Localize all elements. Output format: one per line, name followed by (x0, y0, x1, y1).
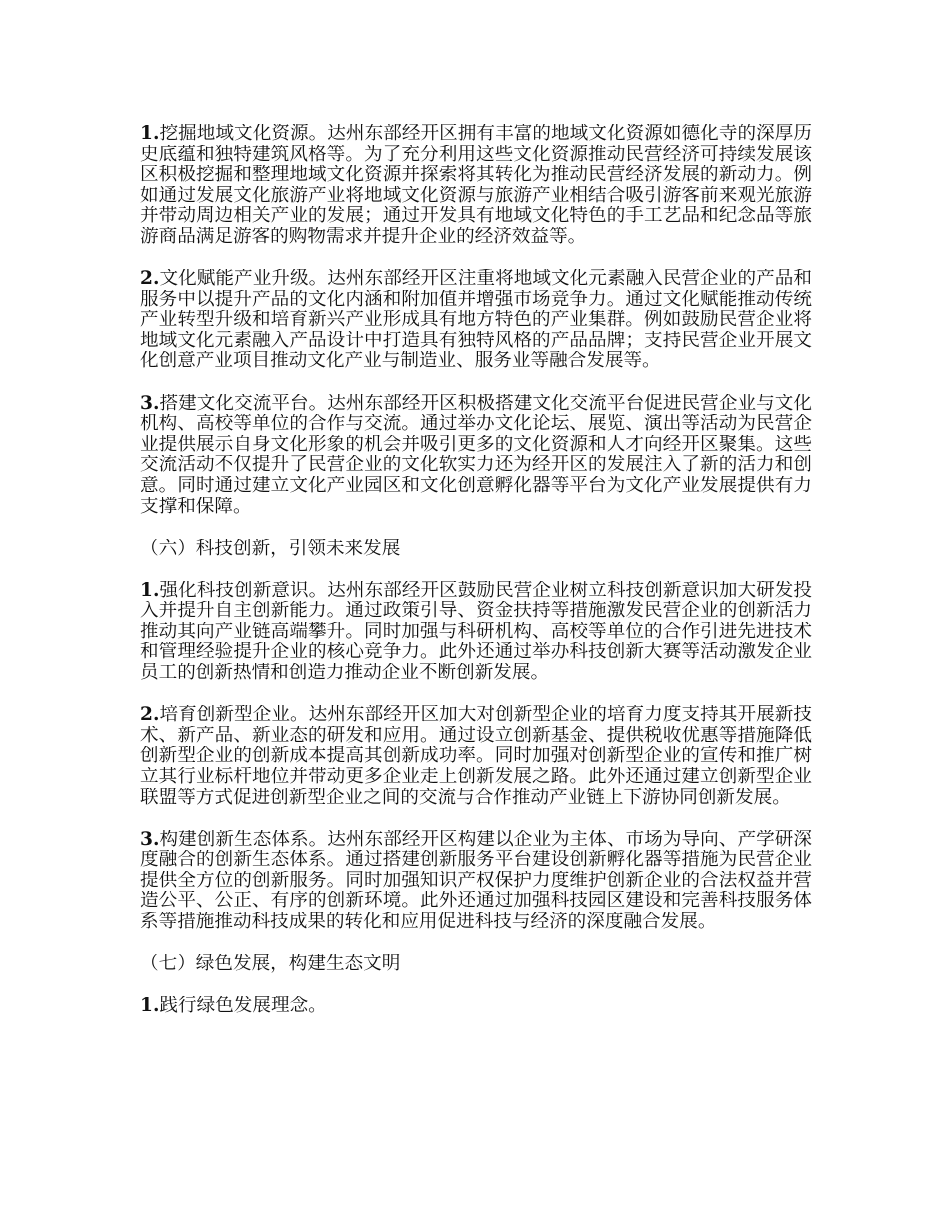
section-heading (140, 954, 812, 975)
text-line (140, 767, 812, 788)
text-line (140, 581, 812, 602)
text-line (140, 414, 812, 435)
text-line (140, 912, 812, 933)
item-number: 2. (140, 705, 160, 726)
paragraph (140, 124, 812, 248)
item-number: 2. (140, 269, 160, 290)
line-text: 立其行业标杆地位并带动更多企业走上创新发展之路。此外还通过建立创新型企业 (140, 766, 812, 787)
line-text: 化创意产业项目推动文化产业与制造业、服务业等融合发展等。 (140, 351, 661, 372)
text-line (140, 165, 812, 186)
line-text: 服务中以提升产品的文化内涵和附加值并增强市场竞争力。通过文化赋能推动传统 (140, 289, 812, 310)
paragraph (140, 394, 812, 518)
item-number: 1. (140, 580, 160, 601)
text-line (140, 124, 812, 145)
paragraph (140, 581, 812, 684)
text-line (140, 726, 812, 747)
line-text: 区积极挖掘和整理地域文化资源并探索将其转化为推动民营经济发展的新动力。例 (140, 165, 812, 186)
text-line (140, 435, 812, 456)
text-line (140, 663, 812, 684)
text-line (140, 455, 812, 476)
line-text: 地域文化元素融入产品设计中打造具有独特风格的产品品牌；支持民营企业开展文 (140, 330, 812, 351)
line-text: 入并提升自主创新能力。通过政策引导、资金扶持等措施激发民营企业的创新活力 (140, 601, 812, 622)
line-text: 史底蕴和独特建筑风格等。为了充分利用这些文化资源推动民营经济可持续发展该 (140, 144, 812, 165)
line-text: 意。同时通过建立文化产业园区和文化创意孵化器等平台为文化产业发展提供有力 (140, 475, 812, 496)
text-line (140, 310, 812, 331)
text-line (140, 954, 812, 975)
text-line (140, 871, 812, 892)
line-text: 员工的创新热情和创造力推动企业不断创新发展。 (140, 663, 550, 684)
line-text: 产业转型升级和培育新兴产业形成具有地方特色的产业集群。例如鼓励民营企业将 (140, 310, 812, 331)
text-line (140, 269, 812, 290)
text-line (140, 746, 812, 767)
paragraph (140, 996, 812, 1017)
item-number: 3. (140, 393, 160, 414)
paragraph (140, 830, 812, 933)
line-text: 并带动周边相关产业的发展；通过开发具有地域文化特色的手工艺品和纪念品等旅 (140, 206, 812, 227)
line-text: 系等措施推动科技成果的转化和应用促进科技与经济的深度融合发展。 (140, 912, 717, 932)
text-line (140, 331, 812, 352)
line-text: 业提供展示自身文化形象的机会并吸引更多的文化资源和人才向经开区聚集。这些 (140, 434, 812, 455)
text-line (140, 206, 812, 227)
paragraph (140, 705, 812, 808)
text-line (140, 351, 812, 372)
item-number: 1. (140, 996, 160, 1017)
line-text: 强化科技创新意识。达州东部经开区鼓励民营企业树立科技创新意识加大研发投 (159, 580, 812, 601)
item-number: 3. (140, 829, 160, 850)
text-line (140, 601, 812, 622)
text-line (140, 394, 812, 415)
line-text: 交流活动不仅提升了民营企业的文化软实力还为经开区的发展注入了新的活力和创 (140, 455, 812, 476)
line-text: 践行绿色发展理念。 (159, 996, 327, 1017)
text-line (140, 830, 812, 851)
text-line (140, 476, 812, 497)
text-line (140, 850, 812, 871)
text-line (140, 642, 812, 663)
text-line (140, 996, 812, 1017)
line-text: （六）科技创新，引领未来发展 (140, 538, 401, 559)
text-line (140, 622, 812, 643)
document-body (140, 124, 812, 1038)
line-text: 挖掘地域文化资源。达州东部经开区拥有丰富的地域文化资源如德化寺的深厚历 (159, 124, 812, 144)
line-text: 度融合的创新生态体系。通过搭建创新服务平台建设创新孵化器等措施为民营企业 (140, 850, 812, 871)
line-text: 支撑和保障。 (140, 496, 252, 517)
line-text: 如通过发展文化旅游产业将地域文化资源与旅游产业相结合吸引游客前来观光旅游 (140, 185, 812, 206)
text-line (140, 497, 812, 518)
paragraph (140, 269, 812, 372)
text-line (140, 705, 812, 726)
text-line (140, 145, 812, 166)
item-number: 1. (140, 124, 160, 144)
line-text: 造公平、公正、有序的创新环境。此外还通过加强科技园区建设和完善科技服务体 (140, 891, 812, 912)
text-line (140, 290, 812, 311)
line-text: 创新型企业的创新成本提高其创新成功率。同时加强对创新型企业的宣传和推广树 (140, 746, 812, 767)
line-text: 机构、高校等单位的合作与交流。通过举办文化论坛、展览、演出等活动为民营企 (140, 414, 812, 435)
line-text: 联盟等方式促进创新型企业之间的交流与合作推动产业链上下游协同创新发展。 (140, 787, 791, 808)
text-line (140, 788, 812, 809)
text-line (140, 186, 812, 207)
line-text: 术、新产品、新业态的研发和应用。通过设立创新基金、提供税收优惠等措施降低 (140, 725, 812, 746)
line-text: 搭建文化交流平台。达州东部经开区积极搭建文化交流平台促进民营企业与文化 (159, 393, 812, 414)
text-line (140, 539, 812, 560)
line-text: 培育创新型企业。达州东部经开区加大对创新型企业的培育力度支持其开展新技 (159, 705, 812, 726)
line-text: 构建创新生态体系。达州东部经开区构建以企业为主体、市场为导向、产学研深 (159, 829, 812, 850)
line-text: 游商品满足游客的购物需求并提升企业的经济效益等。 (140, 226, 587, 247)
line-text: 推动其向产业链高端攀升。同时加强与科研机构、高校等单位的合作引进先进技术 (140, 621, 812, 642)
text-line (140, 891, 812, 912)
section-heading (140, 539, 812, 560)
text-line (140, 227, 812, 248)
line-text: 文化赋能产业升级。达州东部经开区注重将地域文化元素融入民营企业的产品和 (159, 269, 812, 290)
line-text: 提供全方位的创新服务。同时加强知识产权保护力度维护创新企业的合法权益并营 (140, 870, 812, 891)
line-text: （七）绿色发展，构建生态文明 (140, 954, 401, 975)
line-text: 和管理经验提升企业的核心竞争力。此外还通过举办科技创新大赛等活动激发企业 (140, 642, 812, 663)
